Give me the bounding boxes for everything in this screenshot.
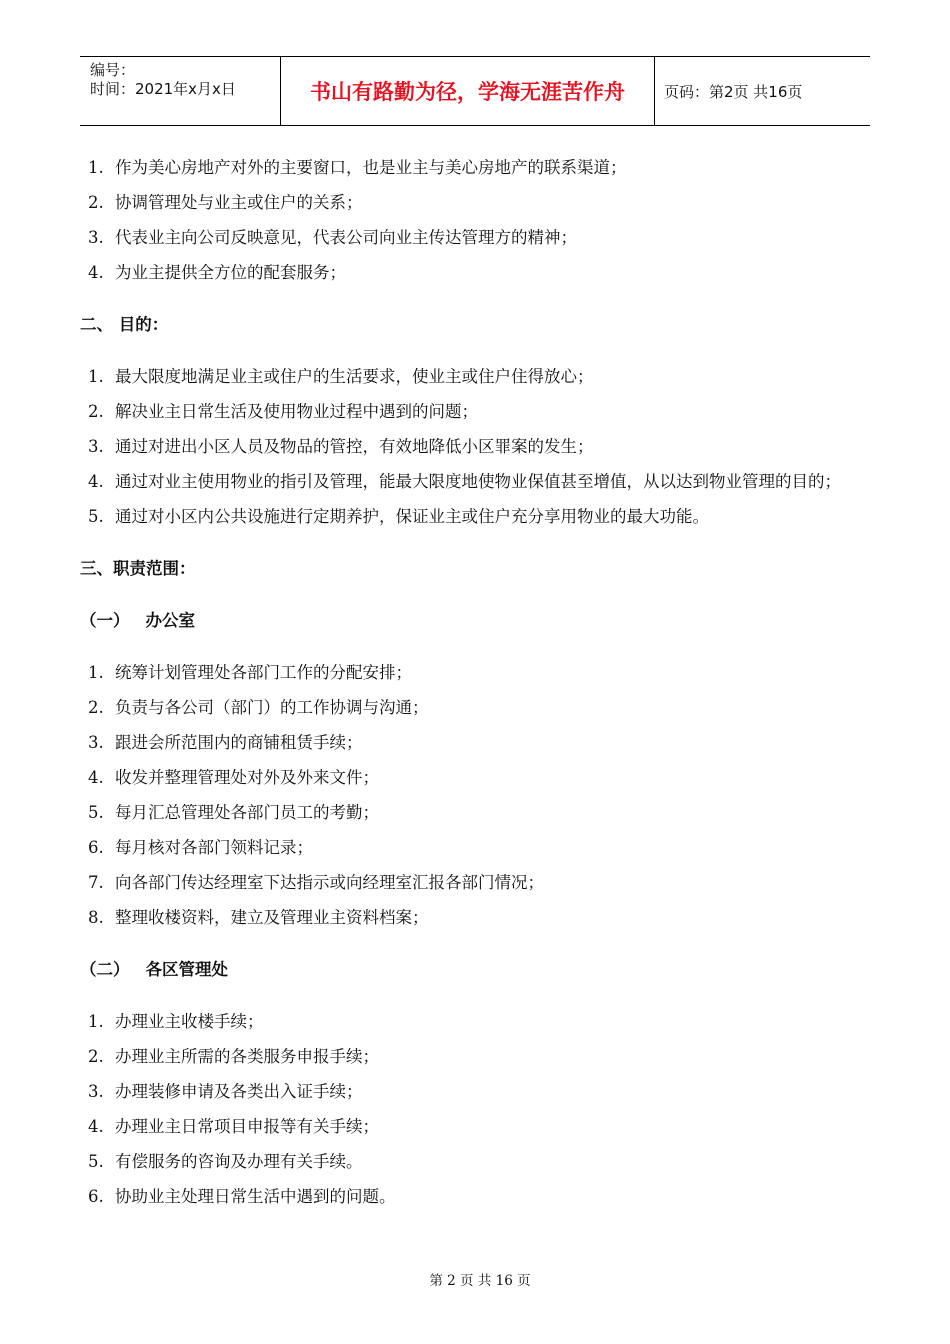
- list-item: 2. 解决业主日常生活及使用物业过程中遇到的问题；: [88, 402, 478, 421]
- list-item: 4. 收发并整理管理处对外及外来文件；: [88, 768, 379, 787]
- list-item: 4. 办理业主日常项目申报等有关手续；: [88, 1117, 379, 1136]
- list-item: 6. 协助业主处理日常生活中遇到的问题。: [88, 1187, 396, 1206]
- list-item: 3. 办理装修申请及各类出入证手续；: [88, 1082, 363, 1101]
- subsection-heading-office: （一） 办公室: [80, 611, 195, 630]
- list-item: 3. 跟进会所范围内的商铺租赁手续；: [88, 733, 363, 752]
- list-item: 1. 最大限度地满足业主或住户的生活要求，使业主或住户住得放心；: [88, 367, 594, 386]
- header-motto: 书山有路勤为径，学海无涯苦作舟: [281, 57, 655, 125]
- list-item: 6. 每月核对各部门领料记录；: [88, 838, 313, 857]
- list-item: 1. 办理业主收楼手续；: [88, 1012, 264, 1031]
- list-item: 2. 协调管理处与业主或住户的关系；: [88, 193, 363, 212]
- page-header: [80, 56, 870, 126]
- document-date-label: 时间：2021年x月x日: [90, 80, 236, 98]
- list-item: 1. 作为美心房地产对外的主要窗口，也是业主与美心房地产的联系渠道；: [88, 158, 627, 177]
- purpose-list: [88, 359, 870, 534]
- list-item: 5. 通过对小区内公共设施进行定期养护，保证业主或住户充分享用物业的最大功能。: [88, 507, 709, 526]
- intro-list: [88, 150, 870, 290]
- subsection-heading-district-office: （二） 各区管理处: [80, 960, 228, 979]
- header-meta: [80, 57, 281, 125]
- list-item: 2. 办理业主所需的各类服务申报手续；: [88, 1047, 379, 1066]
- list-item: 1. 统筹计划管理处各部门工作的分配安排；: [88, 663, 412, 682]
- list-item: 5. 每月汇总管理处各部门员工的考勤；: [88, 803, 379, 822]
- list-item: 3. 代表业主向公司反映意见，代表公司向业主传达管理方的精神；: [88, 228, 577, 247]
- list-item: 8. 整理收楼资料，建立及管理业主资料档案；: [88, 908, 429, 927]
- document-number-label: 编号：: [90, 61, 136, 79]
- list-item: 4. 为业主提供全方位的配套服务；: [88, 263, 346, 282]
- page-footer: 第 2 页 共 16 页: [429, 1273, 531, 1289]
- list-item: 4. 通过对业主使用物业的指引及管理，能最大限度地使物业保值甚至增值，从以达到物业管理的目的；: [88, 472, 841, 491]
- header-page-label: 页码：第2页 共16页: [664, 82, 803, 101]
- list-item: 5. 有偿服务的咨询及办理有关手续。: [88, 1152, 363, 1171]
- section-heading-scope: 三、职责范围：: [80, 559, 196, 578]
- list-item: 2. 负责与各公司（部门）的工作协调与沟通；: [88, 698, 429, 717]
- list-item: 7. 向各部门传达经理室下达指示或向经理室汇报各部门情况；: [88, 873, 544, 892]
- document-body: [80, 150, 870, 1214]
- list-item: 3. 通过对进出小区人员及物品的管控，有效地降低小区罪案的发生；: [88, 437, 594, 456]
- office-duties-list: [88, 655, 870, 935]
- district-duties-list: [88, 1004, 870, 1214]
- section-heading-purpose: 二、 目的：: [80, 315, 169, 334]
